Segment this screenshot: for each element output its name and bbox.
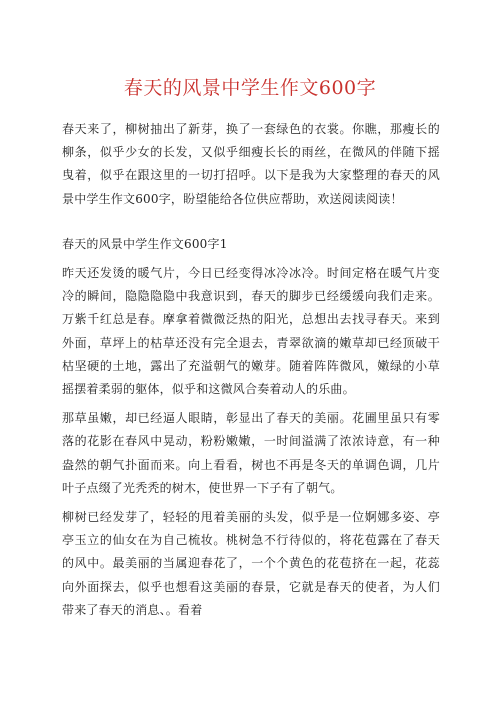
body-paragraph-1: 昨天还发烫的暖气片，今日已经变得冰冷冰冷。时间定格在暖气片变冷的瞬间，隐隐隐隐中我意识到，春天的脚步已经缓缓向我们走来。万紫千红总是春。摩拿着微微泛热的阳光，总想出去找寻春天。来到外面，草坪上的枯草还没有完全退去，青翠欲滴的嫩草却已经顶破干枯坚硬的土地，露出了充溢朝气的嫩芽。随着阵阵微风，嫩绿的小草摇摆着柔弱的躯体，似乎和这微风合奏着动人的乐曲。 bbox=[62, 266, 440, 397]
body-paragraph-2: 那草虽嫩，却已经逼人眼睛，彰显出了春天的美丽。花圃里虽只有零落的花影在春风中晃动，粉粉嫩嫩，一时间溢满了浓浓诗意，有一种盎然的朝气扑面而来。向上看看，树也不再是冬天的单调色调，几片叶子点缀了光秃秃的树木，使世界一下子有了朝气。 bbox=[62, 411, 440, 495]
intro-paragraph: 春天来了，柳树抽出了新芽，换了一套绿色的衣裳。你瞧，那瘦长的柳条，似乎少女的长发，又似乎细瘦长长的雨丝，在微风的伴随下摇曳着，似乎在跟这里的一切打招呼。以下是我为大家整理的春天的风景中学生作文600字，盼望能给各位供应帮助，欢送阅读阅读！ bbox=[62, 122, 440, 206]
page-title: 春天的风景中学生作文600字 bbox=[123, 77, 377, 99]
section-heading: 春天的风景中学生作文600字1 bbox=[62, 236, 228, 251]
article-body bbox=[62, 118, 440, 628]
body-paragraph-3: 柳树已经发芽了，轻轻的甩着美丽的头发，似乎是一位婀娜多姿、亭亭玉立的仙女在为自己梳妆。桃树急不行待似的，将花苞露在了春天的风中。最美丽的当属迎春花了，一个个黄色的花苞挤在一起，花蕊向外面探去，似乎也想看这美丽的春景，它就是春天的使者，为人们带来了春天的消息、。看着 bbox=[62, 510, 440, 617]
